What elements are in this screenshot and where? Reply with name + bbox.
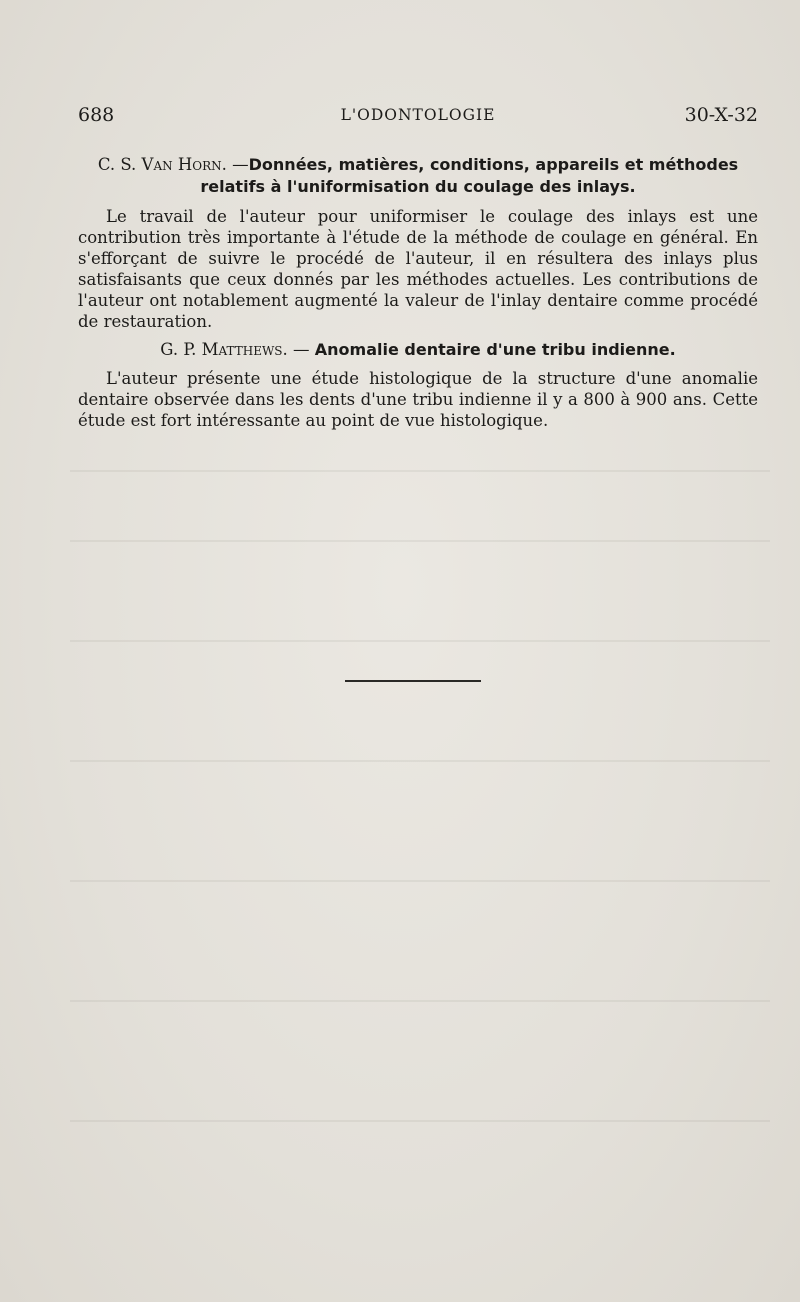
show-through [70,760,770,762]
show-through [70,880,770,882]
entry-separator: — [287,340,315,359]
show-through [70,1000,770,1002]
issue-date: 30-X-32 [684,104,758,126]
entry-title-line: Données, matières, conditions, appareils et méthodes [248,155,739,174]
entry-title-line: Anomalie dentaire d'une tribu indienne. [314,340,676,359]
page-number: 688 [78,104,115,126]
entry-abstract: L'auteur présente une étude histologique de la structure d'une anomalie dentaire observée dans les dents d'une tribu indienne il y a 800 à 900 ans. Cette étude est fort intéressante au point de vue histologique. [78,369,758,430]
show-through [70,470,770,472]
entry-author: G. P. Matthews. [160,340,288,359]
entry-separator: — [226,155,249,174]
entry-title-line: relatifs à l'uniformisation du coulage des inlays. [200,177,636,196]
section-rule [345,680,481,682]
show-through [70,540,770,542]
entry-title-matthews [78,339,758,361]
show-through [70,640,770,642]
running-header [78,104,758,132]
entry-abstract: Le travail de l'auteur pour uniformiser le coulage des inlays est une contribution très importante à l'étude de la méthode de coulage en général. En s'efforçant de suivre le procédé de l'auteur, il en résultera des inlays plus satisfaisants que ceux donnés par les méthodes actuelles. Les contributions de l'auteur ont notablement augmenté la valeur de l'inlay dentaire comme procédé de restauration. [78,207,758,331]
journal-title: L'ODONTOLOGIE [340,106,496,124]
show-through [70,1120,770,1122]
entry-author: C. S. Van Horn. [97,155,227,174]
entry-title-van-horn [78,154,758,198]
